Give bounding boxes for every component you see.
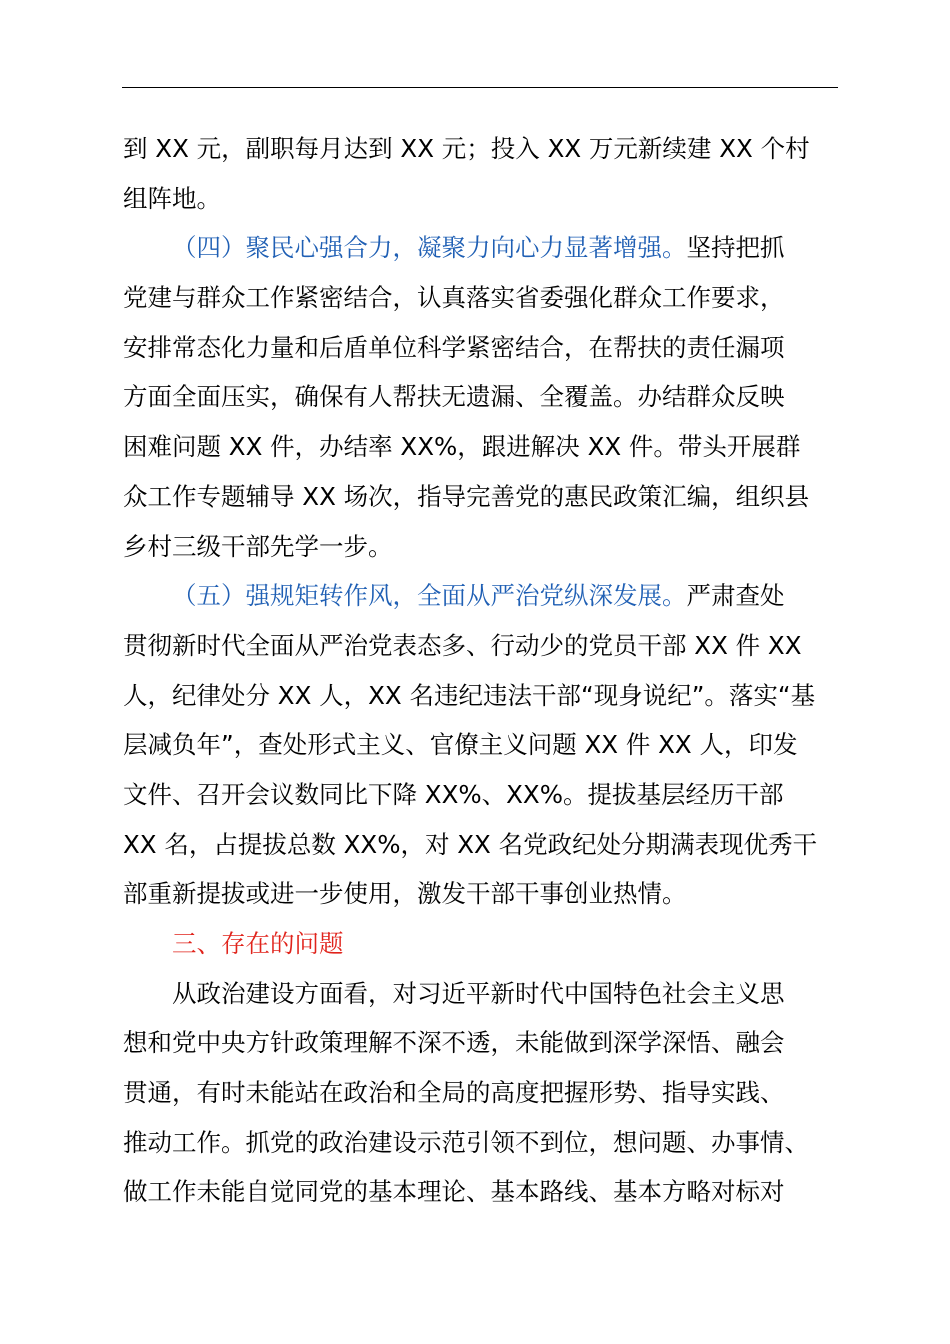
paragraph-line: [123, 571, 839, 621]
paragraph-line: [123, 770, 839, 820]
line-text: 从政治建设方面看，对习近平新时代中国特色社会主义思: [172, 978, 785, 1008]
paragraph-line: [123, 124, 839, 174]
line-text: 贯通，有时未能站在政治和全局的高度把握形势、指导实践、: [123, 1078, 785, 1108]
paragraph-line: [123, 720, 839, 770]
line-text: 众工作专题辅导 XX 场次，指导完善党的惠民政策汇编，组织县: [123, 481, 810, 511]
paragraph-line: [123, 522, 839, 572]
paragraph-line: [123, 621, 839, 671]
line-text: 推动工作。抓党的政治建设示范引领不到位，想问题、办事情、: [123, 1127, 809, 1157]
line-text: 严肃查处: [686, 581, 785, 611]
line-text: 坚持把抓: [686, 233, 785, 263]
paragraph-line: [123, 472, 839, 522]
line-text: 组阵地。: [123, 183, 221, 213]
section-heading: 三、存在的问题: [172, 929, 344, 958]
line-text: 贯彻新时代全面从严治党表态多、行动少的党员干部 XX 件 XX: [123, 630, 802, 660]
line-text: 方面全面压实，确保有人帮扶无遗漏、全覆盖。办结群众反映: [123, 382, 785, 412]
line-text: 文件、召开会议数同比下降 XX%、XX%。提拔基层经历干部: [123, 779, 784, 809]
subsection-heading: （四）聚民心强合力，凝聚力向心力显著增强。: [172, 233, 687, 263]
subsection-heading: （五）强规矩转作风，全面从严治党纵深发展。: [172, 581, 687, 611]
line-text: 层减负年”，查处形式主义、官僚主义问题 XX 件 XX 人，印发: [123, 730, 798, 760]
paragraph-line: [123, 671, 839, 721]
paragraph-line: [123, 273, 839, 323]
paragraph-line: [123, 1167, 839, 1217]
line-text: 做工作未能自觉同党的基本理论、基本路线、基本方略对标对: [123, 1177, 785, 1207]
paragraph-line: [123, 1018, 839, 1068]
line-text: 困难问题 XX 件，办结率 XX%，跟进解决 XX 件。带头开展群: [123, 432, 801, 462]
section-heading-line: [123, 919, 839, 969]
document-body: [123, 124, 839, 1217]
line-text: 人，纪律处分 XX 人，XX 名违纪违法干部“现身说纪”。落实“基: [123, 680, 816, 710]
paragraph-line: [123, 223, 839, 273]
line-text: 乡村三级干部先学一步。: [123, 531, 393, 561]
line-text: 部重新提拔或进一步使用，激发干部干事创业热情。: [123, 879, 687, 909]
line-text: 到 XX 元，副职每月达到 XX 元；投入 XX 万元新续建 XX 个村: [123, 134, 810, 163]
paragraph-line: [123, 1068, 839, 1118]
line-text: 党建与群众工作紧密结合，认真落实省委强化群众工作要求，: [123, 283, 785, 313]
paragraph-line: [123, 372, 839, 422]
paragraph-line: [123, 323, 839, 373]
line-text: XX 名，占提拔总数 XX%，对 XX 名党政纪处分期满表现优秀干: [123, 829, 818, 859]
paragraph-line: [123, 174, 839, 224]
paragraph-line: [123, 820, 839, 870]
header-rule: [122, 87, 838, 88]
paragraph-line: [123, 969, 839, 1019]
line-text: 安排常态化力量和后盾单位科学紧密结合，在帮扶的责任漏项: [123, 332, 785, 362]
paragraph-line: [123, 1118, 839, 1168]
paragraph-line: [123, 422, 839, 472]
paragraph-line: [123, 869, 839, 919]
line-text: 想和党中央方针政策理解不深不透，未能做到深学深悟、融会: [123, 1028, 785, 1058]
